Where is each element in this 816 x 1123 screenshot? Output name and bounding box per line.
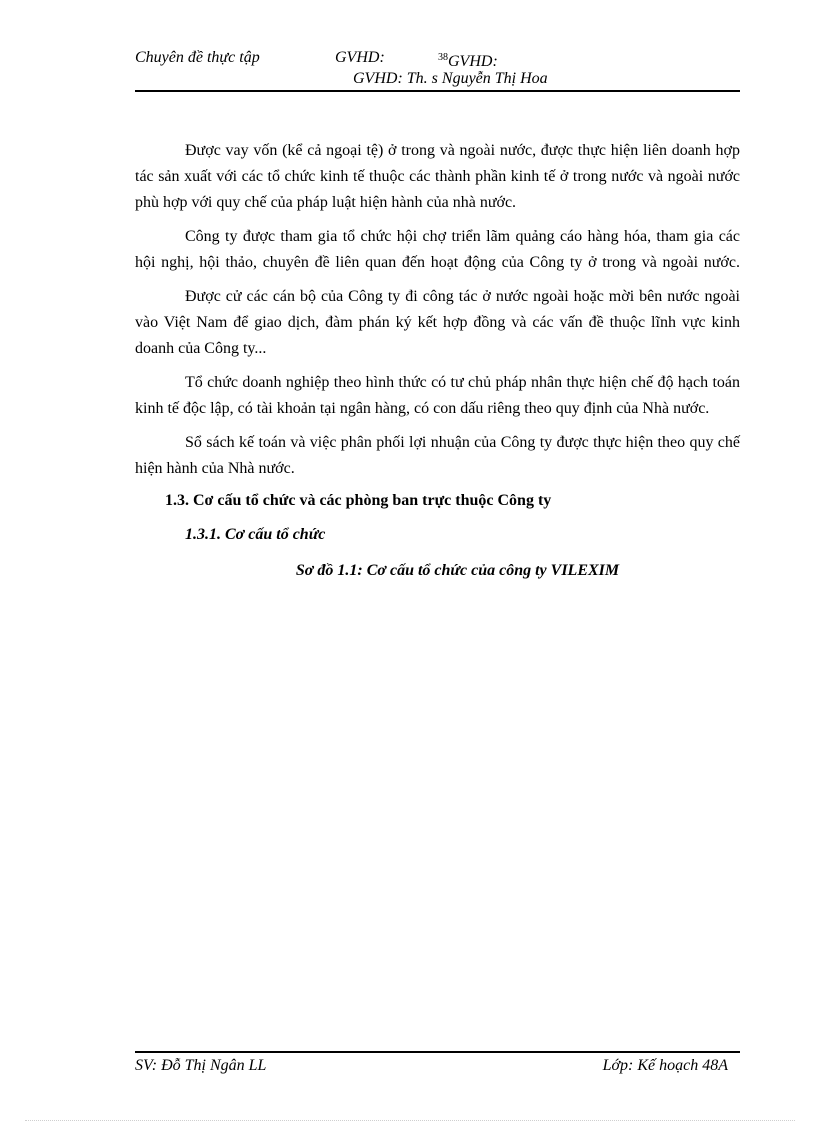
subsection-heading: 1.3.1. Cơ cấu tổ chức bbox=[185, 526, 326, 543]
diagram-title: Sơ đồ 1.1: Cơ cấu tổ chức của công ty VILEXIM bbox=[295, 562, 620, 579]
header-advisor-label-2: GVHD: bbox=[448, 53, 498, 70]
section-heading: 1.3. Cơ cấu tổ chức và các phòng ban trực thuộc Công ty bbox=[165, 492, 552, 509]
header-divider bbox=[135, 90, 740, 92]
paragraph-2: Công ty được tham gia tổ chức hội chợ triển lãm quảng cáo hàng hóa, tham gia các hội nghị, hội thảo, chuyên đề liên quan đến hoạt động của Công ty ở trong và ngoài nước. bbox=[135, 228, 740, 271]
footer-class: Lớp: Kế hoạch 48A bbox=[602, 1057, 728, 1074]
header-title: Chuyên đề thực tập bbox=[135, 49, 260, 66]
header-advisor-label: GVHD: bbox=[335, 49, 385, 66]
page-number: 38 bbox=[438, 52, 448, 63]
header-advisor-name: GVHD: Th. s Nguyễn Thị Hoa bbox=[353, 70, 548, 87]
page-body bbox=[135, 138, 740, 584]
paragraph-3: Được cử các cán bộ của Công ty đi công tác ở nước ngoài hoặc mời bên nước ngoài vào Việt Nam để giao dịch, đàm phán ký kết hợp đồng và các vấn đề thuộc lĩnh vực kinh doanh của Công ty... bbox=[135, 288, 740, 357]
paragraph-5: Sổ sách kế toán và việc phân phối lợi nhuận của Công ty được thực hiện theo quy chế hiện hành của Nhà nước. bbox=[135, 434, 740, 477]
footer-student: SV: Đỗ Thị Ngân LL bbox=[135, 1057, 267, 1074]
paragraph-1: Được vay vốn (kể cả ngoại tệ) ở trong và ngoài nước, được thực hiện liên doanh hợp tác sản xuất với các tổ chức kinh tế thuộc các thành phần kinh tế ở trong nước và ngoài nước phù hợp với quy chế của pháp luật hiện hành của nhà nước. bbox=[135, 142, 740, 211]
page-edge-divider bbox=[25, 1120, 795, 1121]
paragraph-4: Tổ chức doanh nghiệp theo hình thức có tư chủ pháp nhân thực hiện chế độ hạch toán kinh tế độc lập, có tài khoản tại ngân hàng, có con dấu riêng theo quy định của Nhà nước. bbox=[135, 374, 740, 417]
footer-divider bbox=[135, 1051, 740, 1053]
